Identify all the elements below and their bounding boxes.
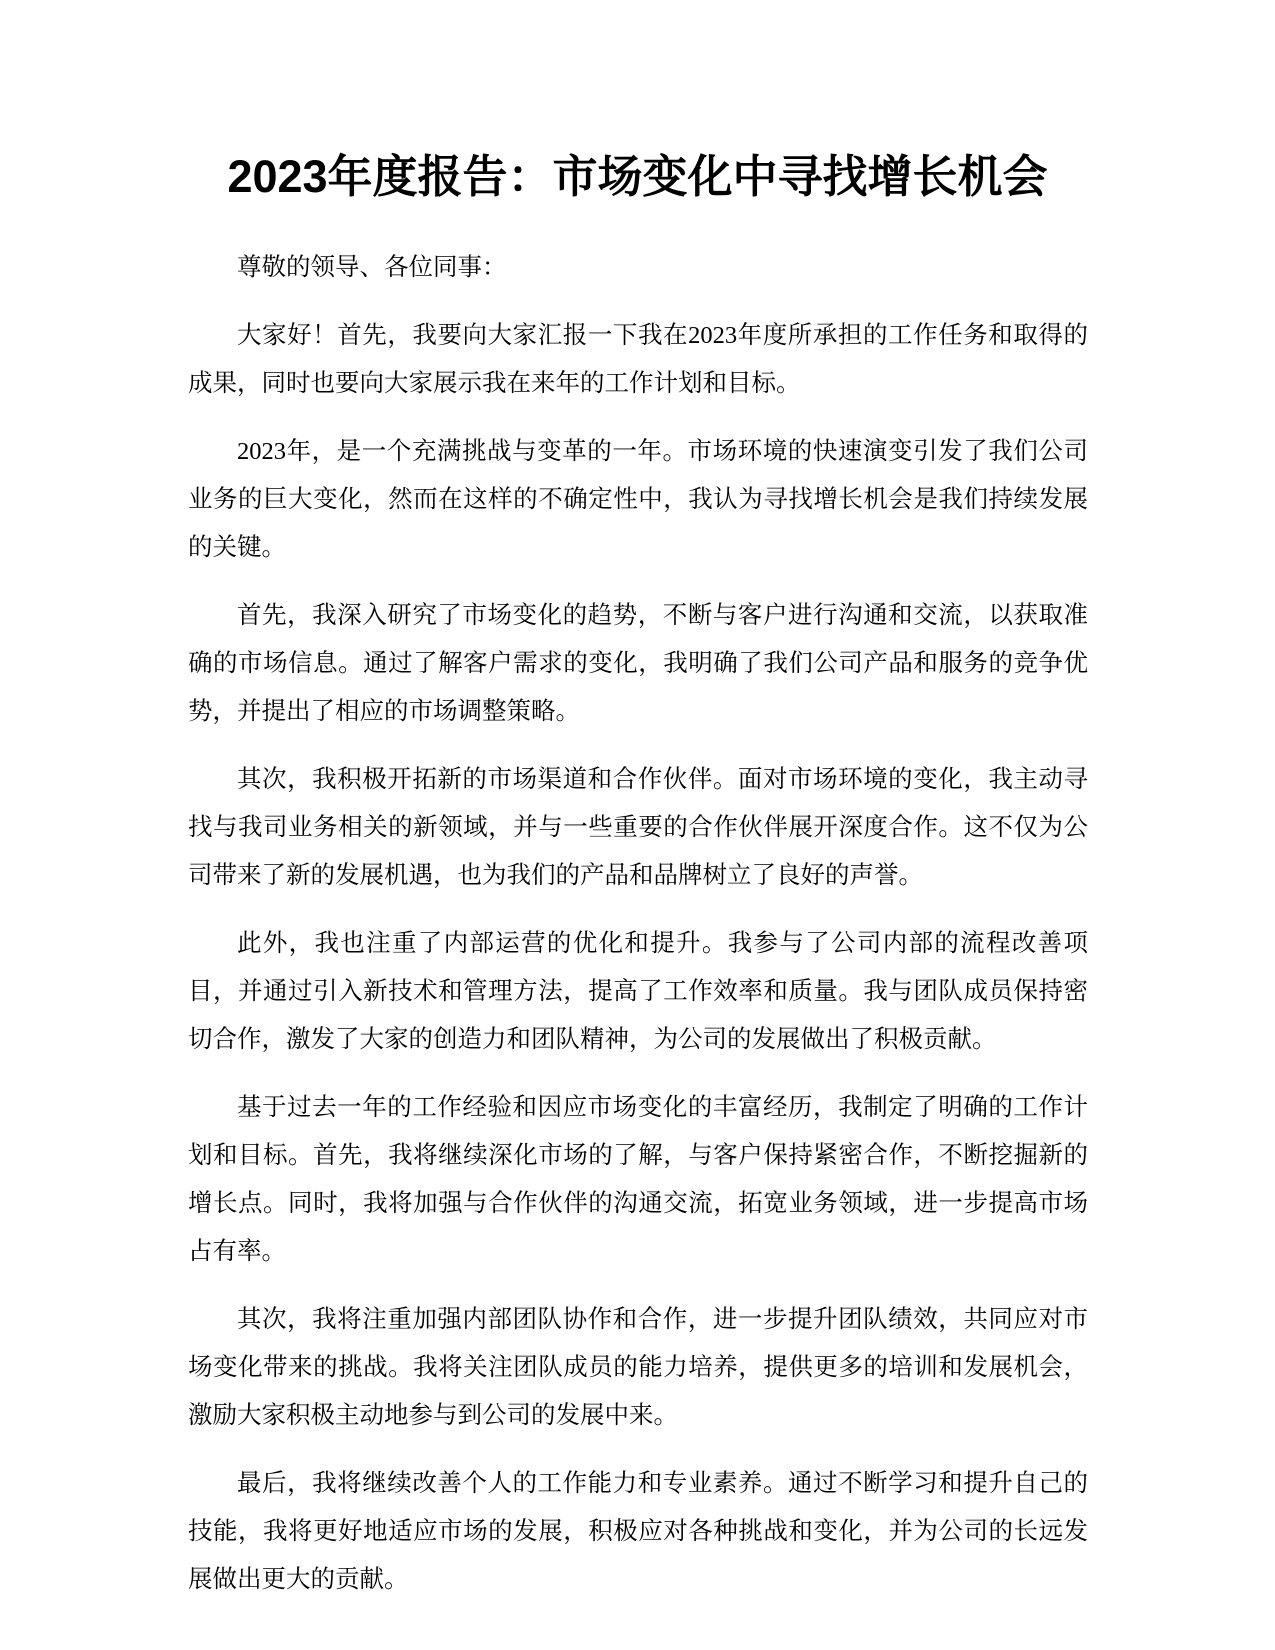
paragraph: 最后，我将继续改善个人的工作能力和专业素养。通过不断学习和提升自己的技能，我将更好地适应市场的发展，积极应对各种挑战和变化，并为公司的长远发展做出更大的贡献。 xyxy=(188,1470,1088,1593)
paragraph: 首先，我深入研究了市场变化的趋势，不断与客户进行沟通和交流，以获取准确的市场信息。通过了解客户需求的变化，我明确了我们公司产品和服务的竞争优势，并提出了相应的市场调整策略。 xyxy=(188,602,1088,725)
paragraph: 2023年，是一个充满挑战与变革的一年。市场环境的快速演变引发了我们公司业务的巨大变化，然而在这样的不确定性中，我认为寻找增长机会是我们持续发展的关键。 xyxy=(188,438,1088,561)
paragraph: 基于过去一年的工作经验和因应市场变化的丰富经历，我制定了明确的工作计划和目标。首先，我将继续深化市场的了解，与客户保持紧密合作，不断挖掘新的增长点。同时，我将加强与合作伙伴的沟通交流，拓宽业务领域，进一步提高市场占有率。 xyxy=(188,1094,1088,1265)
document-title: 2023年度报告：市场变化中寻找增长机会 xyxy=(227,151,1048,202)
paragraph-salutation: 尊敬的领导、各位同事： xyxy=(237,254,507,281)
paragraph: 其次，我积极开拓新的市场渠道和合作伙伴。面对市场环境的变化，我主动寻找与我司业务相关的新领域，并与一些重要的合作伙伴展开深度合作。这不仅为公司带来了新的发展机遇，也为我们的产品和品牌树立了良好的声誉。 xyxy=(188,766,1088,889)
document-body xyxy=(188,244,1088,1624)
paragraph: 其次，我将注重加强内部团队协作和合作，进一步提升团队绩效，共同应对市场变化带来的挑战。我将关注团队成员的能力培养，提供更多的培训和发展机会，激励大家积极主动地参与到公司的发展中来。 xyxy=(188,1306,1088,1429)
paragraph: 此外，我也注重了内部运营的优化和提升。我参与了公司内部的流程改善项目，并通过引入新技术和管理方法，提高了工作效率和质量。我与团队成员保持密切合作，激发了大家的创造力和团队精神，为公司的发展做出了积极贡献。 xyxy=(188,930,1088,1053)
paragraph: 大家好！首先，我要向大家汇报一下我在2023年度所承担的工作任务和取得的成果，同时也要向大家展示我在来年的工作计划和目标。 xyxy=(188,322,1088,397)
